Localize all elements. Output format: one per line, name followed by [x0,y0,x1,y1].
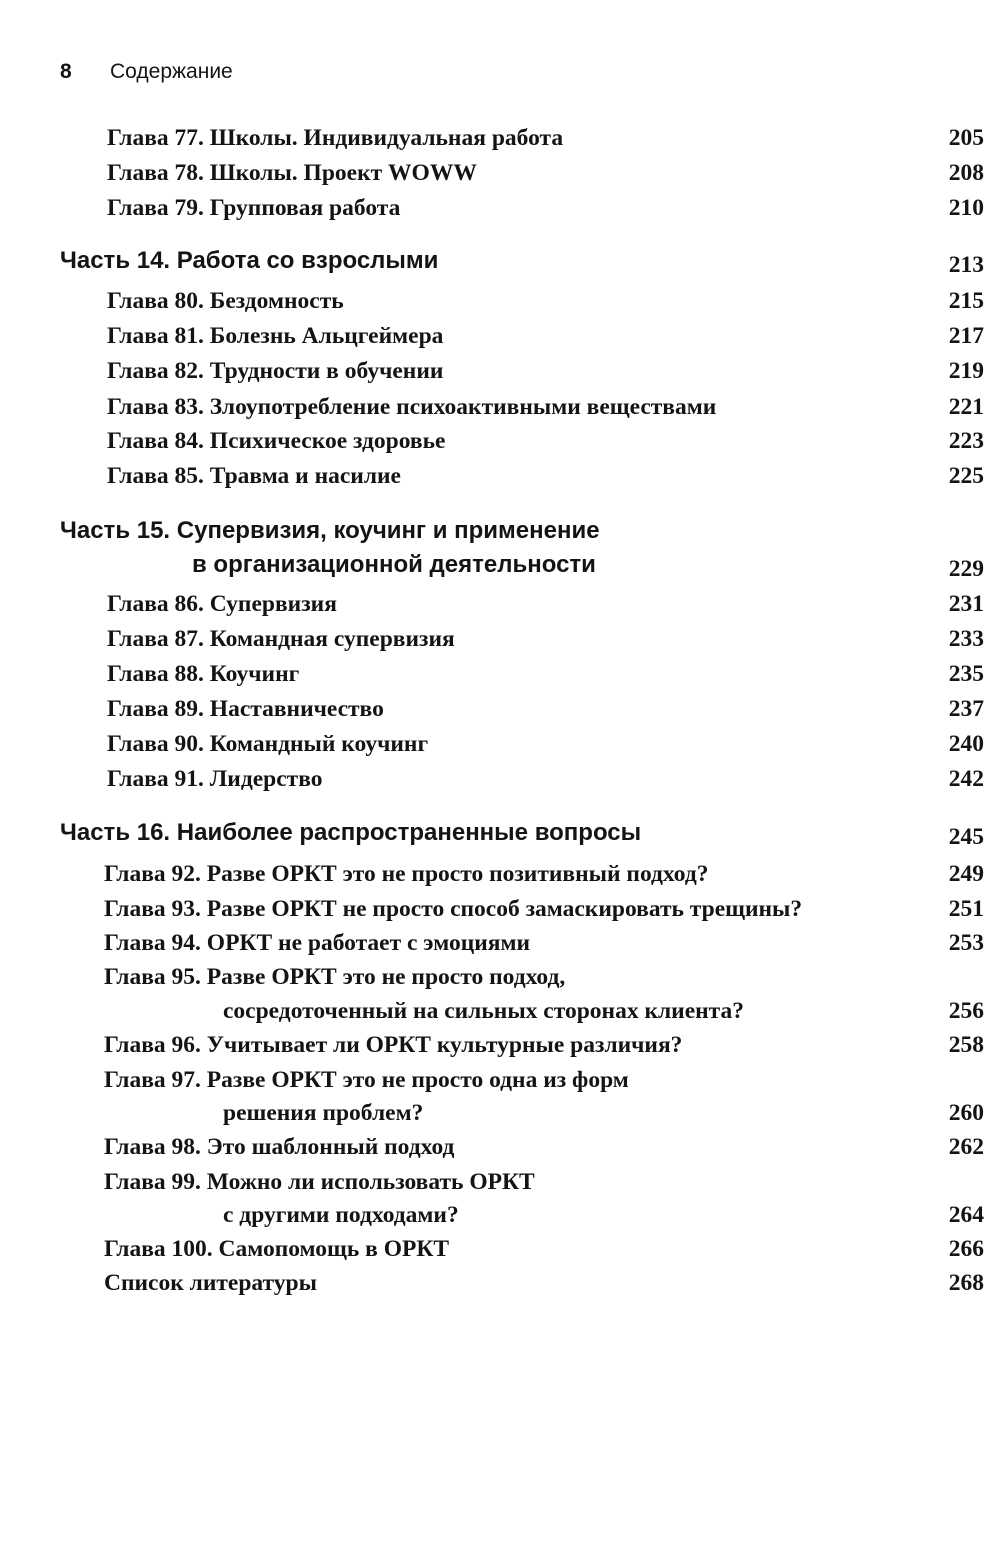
toc-entry-page: 268 [948,1270,984,1296]
toc-entry-page: 213 [948,252,984,278]
toc-entry-title: Глава 94. ОРКТ не работает с эмоциями [104,930,531,956]
toc-entry-title: Глава 85. Травма и насилие [107,463,401,489]
toc-part-title-continuation: в организационной деятельности [192,551,596,578]
toc-entry-page: 245 [948,824,984,850]
toc-entry-page: 235 [948,661,984,687]
toc-entry-title: Глава 100. Самопомощь в ОРКТ [104,1236,450,1262]
page-number: 8 [60,60,72,83]
toc-entry-page: 231 [948,591,984,617]
toc-entry-title: Глава 92. Разве ОРКТ это не просто позитивный подход? [104,861,709,887]
toc-entry-title: Глава 89. Наставничество [107,696,384,722]
toc-part-title: Часть 15. Супервизия, коучинг и применение [60,517,600,544]
toc-entry-page: 208 [948,160,984,186]
toc-entry-title: Глава 84. Психическое здоровье [107,428,446,454]
toc-entry-title: Глава 97. Разве ОРКТ это не просто одна из форм [104,1067,629,1093]
toc-entry-page: 256 [948,998,984,1024]
toc-entry-title: Глава 77. Школы. Индивидуальная работа [107,125,564,151]
toc-entry-page: 253 [948,930,984,956]
toc-entry-page: 233 [948,626,984,652]
toc-entry-page: 221 [948,394,984,420]
toc-entry-title: Глава 87. Командная супервизия [107,626,455,652]
toc-entry-title: Глава 90. Командный коучинг [107,731,429,757]
toc-entry-title: Глава 96. Учитывает ли ОРКТ культурные различия? [104,1032,683,1058]
toc-entry-title: Глава 83. Злоупотребление психоактивными веществами [107,394,717,420]
toc-entry-page: 260 [948,1100,984,1126]
toc-entry-title: Глава 81. Болезнь Альцгеймера [107,323,444,349]
toc-entry-title-continuation: решения проблем? [223,1100,424,1126]
toc-part-title: Часть 14. Работа со взрослыми [60,247,439,274]
toc-entry-title-continuation: с другими подходами? [223,1202,459,1228]
toc-entry-title: Глава 91. Лидерство [107,766,323,792]
toc-entry-title: Глава 79. Групповая работа [107,195,401,221]
toc-entry-page: 266 [948,1236,984,1262]
running-title: Содержание [110,60,233,83]
toc-entry-page: 229 [948,556,984,582]
toc-entry-title: Глава 80. Бездомность [107,288,344,314]
toc-entry-page: 225 [948,463,984,489]
toc-entry-title: Глава 88. Коучинг [107,661,300,687]
toc-entry-page: 264 [948,1202,984,1228]
toc-entry-page: 237 [948,696,984,722]
toc-entry-page: 205 [948,125,984,151]
toc-entry-title: Список литературы [104,1270,317,1296]
toc-entry-title-continuation: сосредоточенный на сильных сторонах клиента? [223,998,745,1024]
toc-part-title: Часть 16. Наиболее распространенные вопросы [60,819,642,846]
toc-entry-title: Глава 86. Супервизия [107,591,337,617]
toc-entry-page: 215 [948,288,984,314]
toc-entry-title: Глава 93. Разве ОРКТ не просто способ замаскировать трещины? [104,896,803,922]
toc-entry-page: 240 [948,731,984,757]
toc-entry-title: Глава 98. Это шаблонный подход [104,1134,455,1160]
toc-entry-page: 223 [948,428,984,454]
toc-entry-page: 219 [948,358,984,384]
toc-entry-page: 262 [948,1134,984,1160]
toc-entry-page: 217 [948,323,984,349]
toc-entry-page: 258 [948,1032,984,1058]
toc-entry-title: Глава 95. Разве ОРКТ это не просто подход, [104,964,566,990]
toc-entry-page: 249 [948,861,984,887]
toc-entry-page: 242 [948,766,984,792]
toc-entry-page: 251 [948,896,984,922]
toc-entry-title: Глава 99. Можно ли использовать ОРКТ [104,1169,535,1195]
toc-entry-page: 210 [948,195,984,221]
toc-entry-title: Глава 82. Трудности в обучении [107,358,444,384]
toc-entry-title: Глава 78. Школы. Проект WOWW [107,160,477,186]
page-header [60,60,233,90]
